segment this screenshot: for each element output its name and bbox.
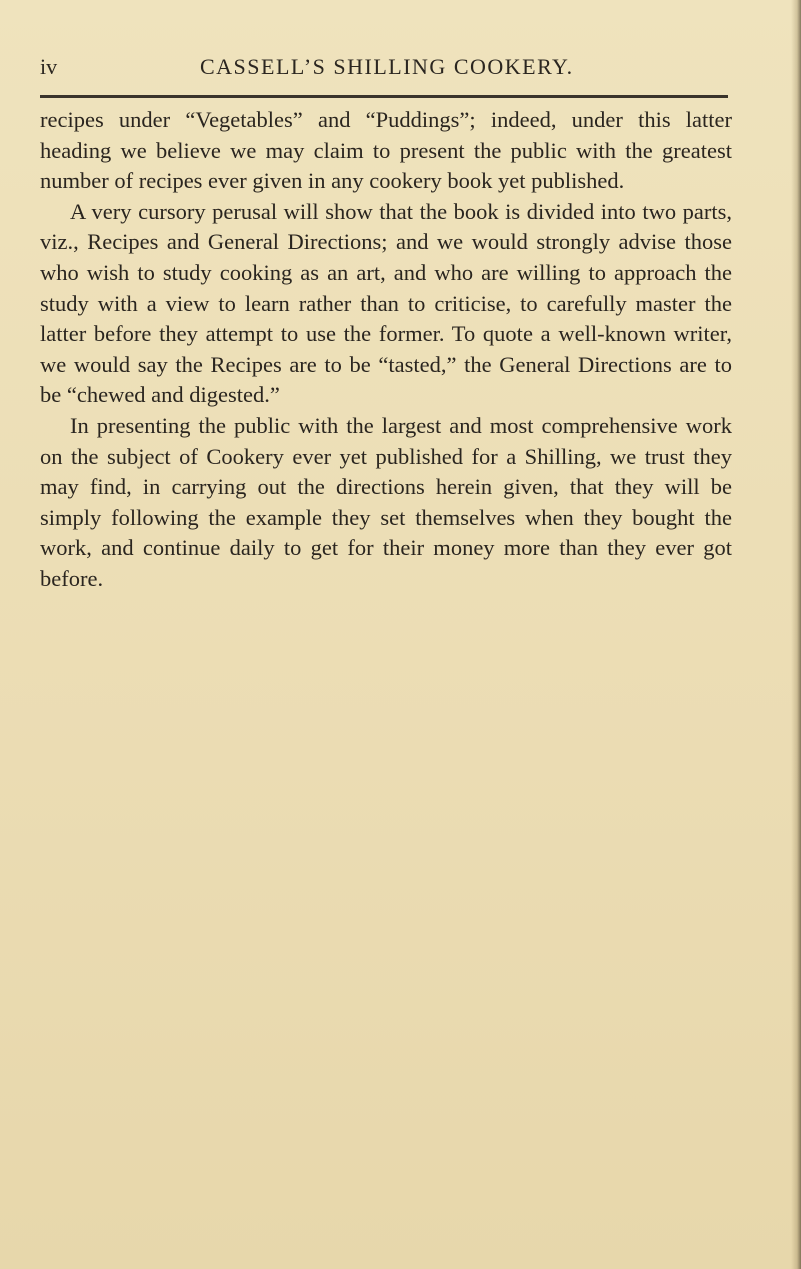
running-title: CASSELL’S SHILLING COOKERY. — [200, 54, 574, 79]
paragraph: A very cursory perusal will show that the book is divided into two parts, viz., Recipes and General Directions; and we would strongly advise those who wish to study cooking as an art, and who are willing to approach the study with a view to learn rather than to criticise, to carefully master the latter before they attempt to use the former. To quote a well-known writer, we would say the Recipes are to be “tasted,” the General Directions are to be “chewed and digested.” — [40, 198, 732, 408]
paragraph: In presenting the public with the largest and most comprehensive work on the subject of Cookery ever yet published for a Shilling, we trust they may find, in carrying out the directions herein given, that they will be simply following the example they set themselves when they bought the work, and continue daily to get for their money more than they ever got before. — [40, 412, 732, 591]
page-number: iv — [40, 54, 58, 79]
body-text — [40, 105, 732, 595]
paragraph-continued: recipes under “Vegetables” and “Puddings”; indeed, under this latter heading we believe we may claim to present the public with the greatest number of recipes ever given in any cookery book yet published. — [40, 107, 732, 194]
page-header — [40, 52, 730, 82]
header-rule — [40, 95, 728, 98]
page-edge-shadow — [791, 0, 801, 1269]
